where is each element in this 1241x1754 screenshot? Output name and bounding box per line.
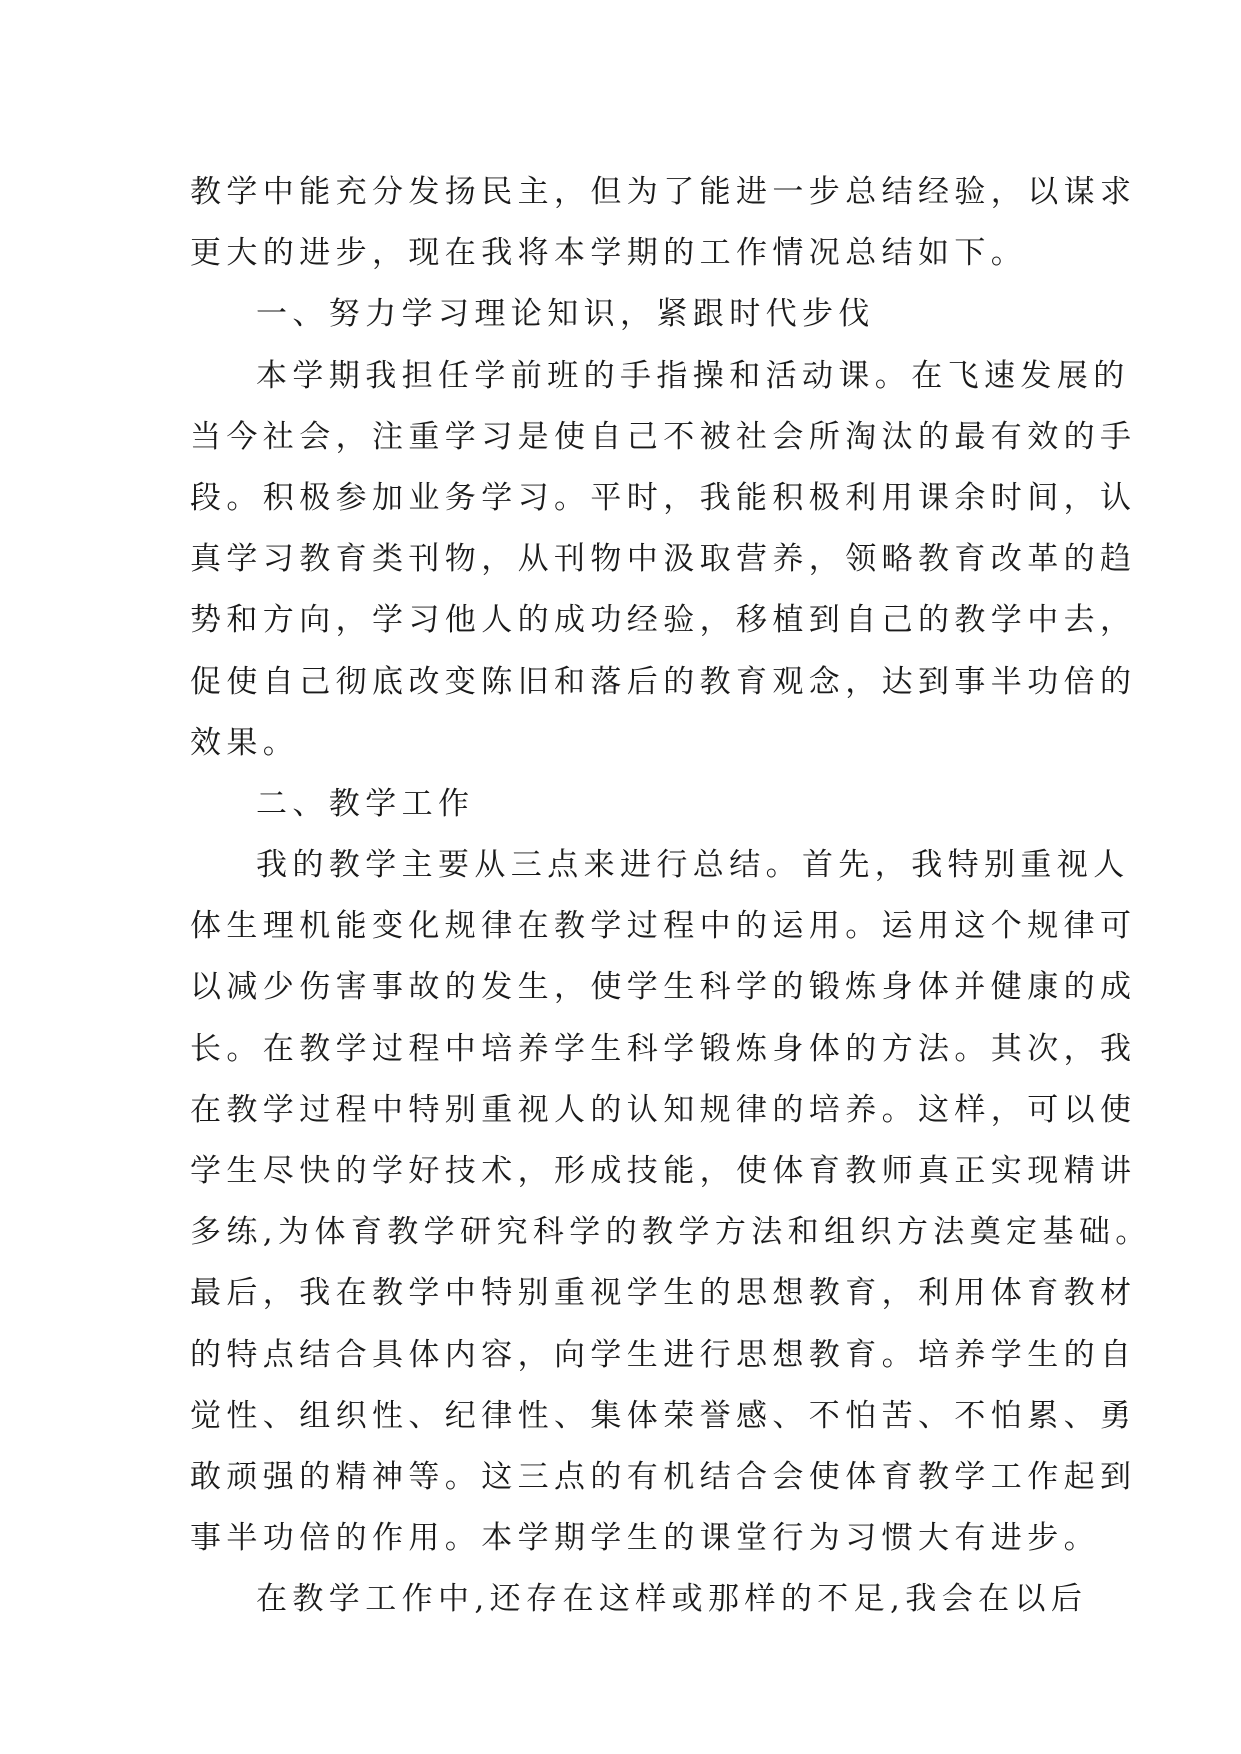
text-line: 我的教学主要从三点来进行总结。首先，我特别重视人 [256,847,1130,884]
text-line: 在教学工作中,还存在这样或那样的不足,我会在以后 [256,1581,1088,1618]
text-line: 在教学过程中特别重视人的认知规律的培养。这样，可以使 [190,1091,1137,1128]
text-line: 最后，我在教学中特别重视学生的思想教育，利用体育教材 [190,1275,1137,1312]
text-line: 以减少伤害事故的发生，使学生科学的锻炼身体并健康的成 [190,969,1137,1006]
text-line: 敢顽强的精神等。这三点的有机结合会使体育教学工作起到 [190,1458,1137,1495]
document-body [190,162,1152,1631]
text-line: 多练,为体育教学研究科学的教学方法和组织方法奠定基础。 [190,1214,1152,1251]
text-line: 长。在教学过程中培养学生科学锻炼身体的方法。其次，我 [190,1030,1137,1067]
text-line: 真学习教育类刊物，从刊物中汲取营养，领略教育改革的趋 [190,541,1137,578]
text-line: 的特点结合具体内容，向学生进行思想教育。培养学生的自 [190,1336,1137,1373]
text-line: 段。积极参加业务学习。平时，我能积极利用课余时间，认 [190,479,1137,516]
text-line: 觉性、组织性、纪律性、集体荣誉感、不怕苦、不怕累、勇 [190,1397,1137,1434]
text-line: 势和方向，学习他人的成功经验，移植到自己的教学中去， [190,602,1137,639]
text-line: 效果。 [190,724,300,761]
text-line: 一、努力学习理论知识，紧跟时代步伐 [256,296,875,333]
text-line: 更大的进步，现在我将本学期的工作情况总结如下。 [190,235,1028,272]
text-line: 事半功倍的作用。本学期学生的课堂行为习惯大有进步。 [190,1520,1100,1557]
text-line: 本学期我担任学前班的手指操和活动课。在飞速发展的 [256,357,1130,394]
text-line: 体生理机能变化规律在教学过程中的运用。运用这个规律可 [190,908,1137,945]
text-line: 当今社会，注重学习是使自己不被社会所淘汰的最有效的手 [190,418,1137,455]
text-line: 促使自己彻底改变陈旧和落后的教育观念，达到事半功倍的 [190,663,1137,700]
text-line: 学生尽快的学好技术，形成技能，使体育教师真正实现精讲 [190,1153,1137,1189]
text-line: 二、教学工作 [256,785,475,822]
text-line: 教学中能充分发扬民主，但为了能进一步总结经验，以谋求 [190,174,1137,210]
